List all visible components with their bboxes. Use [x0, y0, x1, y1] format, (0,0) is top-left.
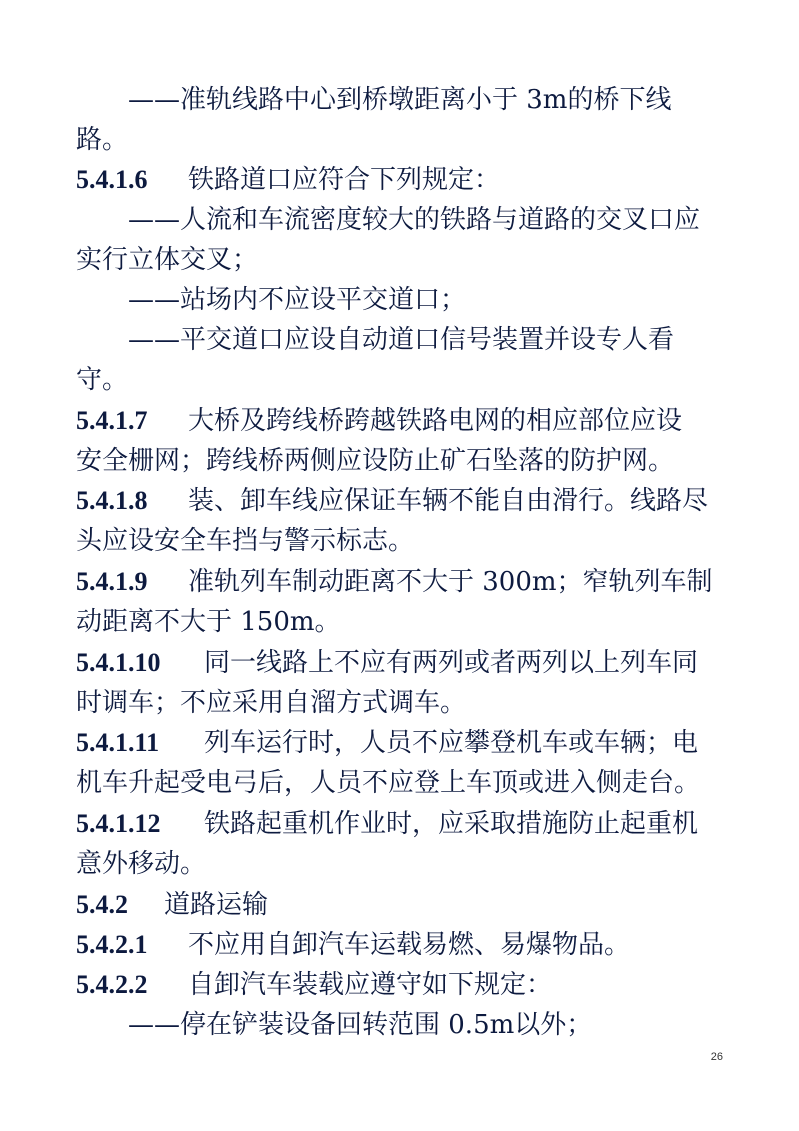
clause-text: 不应用自卸汽车运载易燃、易爆物品。: [188, 930, 631, 960]
line-text: 实行立体交叉；: [76, 245, 259, 275]
text-line: [128, 1005, 728, 1045]
line-text: 守。: [76, 365, 129, 395]
clause-line: [76, 481, 726, 521]
text-line: [76, 683, 726, 723]
clause-number: 5.4.1.12: [76, 809, 161, 838]
clause-line: [76, 401, 726, 441]
text-line: [76, 240, 726, 280]
clause-number: 5.4.1.9: [76, 567, 148, 596]
clause-text: 铁路起重机作业时，应采取措施防止起重机: [204, 809, 699, 839]
clause-number: 5.4.1.7: [76, 406, 148, 435]
clause-number: 5.4.2.2: [76, 970, 148, 999]
clause-number: 5.4.1.10: [76, 648, 161, 677]
line-text: ——准轨线路中心到桥墩距离小于 3m的桥下线: [128, 85, 672, 115]
line-text: 安全栅网；跨线桥两侧应设防止矿石坠落的防护网。: [76, 446, 675, 476]
line-text: ——平交道口应设自动道口信号装置并设专人看: [128, 325, 675, 355]
text-line: [128, 320, 728, 360]
section-heading: [76, 885, 726, 925]
text-line: [128, 280, 728, 320]
clause-line: [76, 965, 726, 1005]
clause-line: [76, 804, 726, 844]
line-text: 头应设安全车挡与警示标志。: [76, 526, 415, 556]
line-text: 路。: [76, 125, 129, 155]
line-text: ——停在铲装设备回转范围 0.5m以外；: [128, 1010, 593, 1040]
page-number: 26: [710, 1051, 723, 1063]
clause-number: 5.4.1.11: [76, 728, 160, 757]
clause-number: 5.4.1.6: [76, 165, 148, 194]
clause-text: 同一线路上不应有两列或者两列以上列车同: [204, 648, 699, 678]
line-text: ——站场内不应设平交道口；: [128, 285, 467, 315]
clause-text: 铁路道口应符合下列规定：: [188, 165, 501, 195]
text-line: [76, 521, 726, 561]
section-title: 道路运输: [164, 890, 269, 920]
text-line: [76, 844, 726, 884]
text-line: [76, 120, 726, 160]
line-text: 时调车；不应采用自溜方式调车。: [76, 688, 467, 718]
text-line: [76, 360, 726, 400]
text-line: [128, 200, 728, 240]
text-line: [76, 602, 726, 642]
section-number: 5.4.2: [76, 890, 128, 919]
clause-text: 自卸汽车装载应遵守如下规定：: [188, 970, 553, 1000]
clause-number: 5.4.2.1: [76, 930, 148, 959]
clause-text: 装、卸车线应保证车辆不能自由滑行。线路尽: [188, 486, 709, 516]
line-text: 动距离不大于 150m。: [76, 607, 341, 637]
clause-line: [76, 925, 726, 965]
text-line: [128, 80, 728, 120]
clause-text: 准轨列车制动距离不大于 300m；窄轨列车制: [188, 567, 713, 597]
clause-line: [76, 643, 726, 683]
line-text: ——人流和车流密度较大的铁路与道路的交叉口应: [128, 205, 701, 235]
text-line: [76, 441, 726, 481]
line-text: 意外移动。: [76, 849, 207, 879]
line-text: 机车升起受电弓后，人员不应登上车顶或进入侧走台。: [76, 768, 701, 798]
clause-text: 列车运行时，人员不应攀登机车或车辆；电: [204, 728, 699, 758]
clause-number: 5.4.1.8: [76, 486, 148, 515]
clause-line: [76, 160, 726, 200]
clause-text: 大桥及跨线桥跨越铁路电网的相应部位应设: [188, 406, 683, 436]
text-line: [76, 763, 726, 803]
clause-line: [76, 562, 726, 602]
clause-line: [76, 723, 726, 763]
